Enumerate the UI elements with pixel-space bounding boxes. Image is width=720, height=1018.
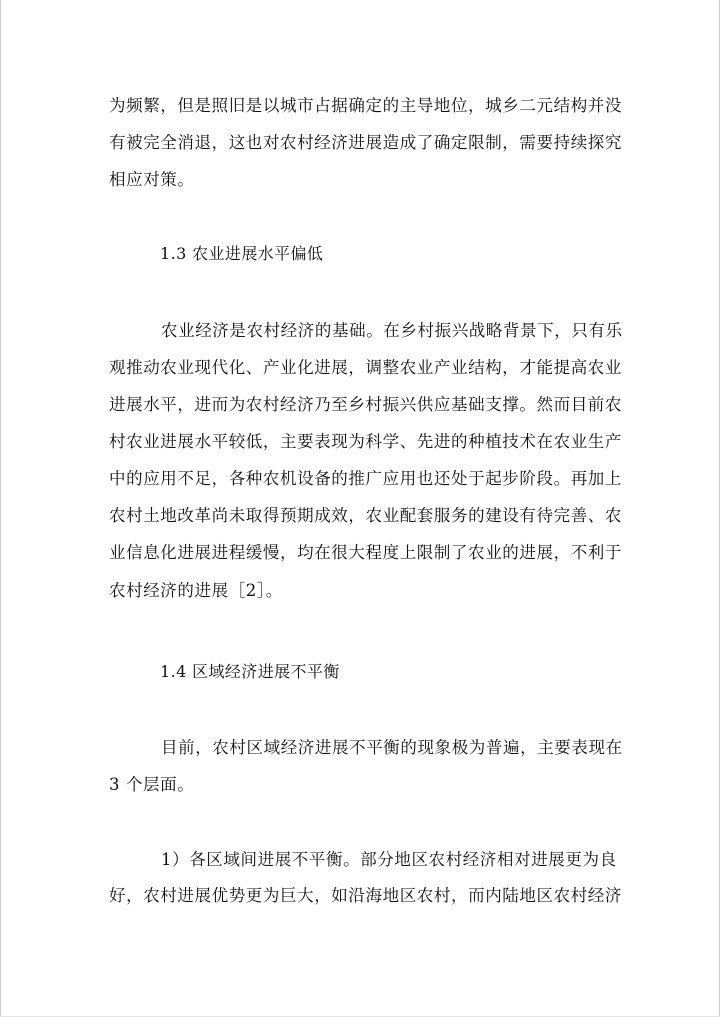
- paragraph-line: 目前，农村区域经济进展不平衡的现象极为普遍，主要表现在: [161, 738, 623, 757]
- paragraph-line: 中的应用不足，各种农机设备的推广应用也还处于起步阶段。再加上: [109, 469, 622, 488]
- paragraph-line: 3 个层面。: [109, 775, 195, 794]
- section-heading-1-3: 1.3 农业进展水平偏低: [160, 244, 324, 263]
- paragraph-line: 农村经济的进展［2］。: [109, 581, 283, 600]
- paragraph-line: 进展水平，进而为农村经济乃至乡村振兴供应基础支撑。然而目前农: [109, 395, 622, 414]
- paragraph-line: 观推动农业现代化、产业化进展，调整农业产业结构，才能提高农业: [109, 358, 622, 377]
- paragraph-line: 村农业进展水平较低，主要表现为科学、先进的种植技术在农业生产: [109, 432, 622, 451]
- paragraph-line: 有被完全消退，这也对农村经济进展造成了确定限制，需要持续探究: [109, 133, 622, 152]
- paragraph-line: 相应对策。: [109, 170, 195, 189]
- paragraph-line: 农业经济是农村经济的基础。在乡村振兴战略背景下，只有乐: [161, 321, 623, 340]
- section-heading-1-4: 1.4 区域经济进展不平衡: [160, 662, 340, 681]
- paragraph-line: 业信息化进展进程缓慢，均在很大程度上限制了农业的进展，不利于: [109, 543, 622, 562]
- paragraph-line: 1）各区域间进展不平衡。部分地区农村经济相对进展更为良: [161, 850, 617, 869]
- paragraph-line: 好，农村进展优势更为巨大，如沿海地区农村，而内陆地区农村经济: [109, 886, 622, 905]
- paragraph-line: 农村土地改革尚未取得预期成效，农业配套服务的建设有待完善、农: [109, 506, 622, 525]
- paragraph-line: 为频繁，但是照旧是以城市占据确定的主导地位，城乡二元结构并没: [109, 96, 622, 115]
